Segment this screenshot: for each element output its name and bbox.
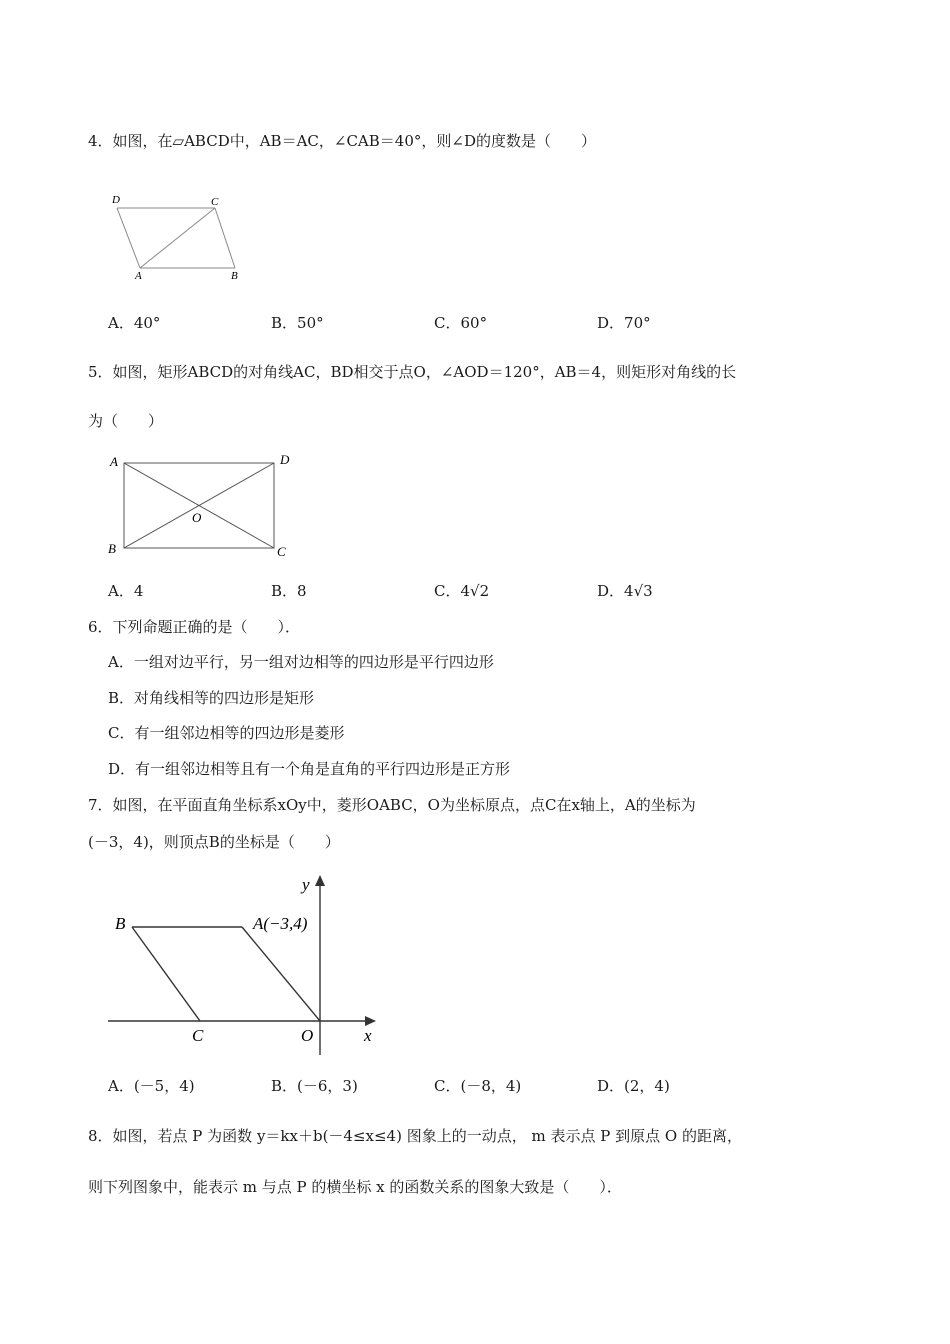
label-c: C: [211, 196, 219, 208]
q7-stem-line2: (－3，4)，则顶点B的坐标是（ ）: [88, 833, 340, 851]
edge-ao: [242, 927, 320, 1021]
label-c: C: [277, 544, 286, 559]
q5-option-b[interactable]: B．8: [271, 582, 307, 600]
q4-stem: 4．如图，在▱ABCD中，AB＝AC，∠CAB＝40°，则∠D的度数是（ ）: [88, 132, 596, 150]
q7-rhombus-figure: [100, 868, 390, 1063]
q5-option-a[interactable]: A．4: [108, 582, 144, 600]
edge-da: [117, 208, 140, 268]
label-x: x: [364, 1026, 372, 1045]
q6-stem: 6．下列命题正确的是（ ）．: [88, 618, 301, 636]
label-c: C: [192, 1026, 204, 1045]
q4-option-b[interactable]: B．50°: [271, 314, 324, 332]
q6-option-b[interactable]: B．对角线相等的四边形是矩形: [108, 689, 315, 707]
q6-option-a[interactable]: A．一组对边平行，另一组对边相等的四边形是平行四边形: [108, 653, 494, 671]
q7-option-d[interactable]: D．(2，4): [597, 1077, 670, 1095]
label-o: O: [192, 510, 202, 525]
x-axis-arrow-icon: [365, 1016, 376, 1026]
q5-option-c[interactable]: C．4√2: [434, 582, 490, 600]
q6-option-c[interactable]: C．有一组邻边相等的四边形是菱形: [108, 724, 345, 742]
edge-cb: [215, 208, 235, 268]
q5-rectangle-figure: [100, 448, 300, 563]
y-axis-arrow-icon: [315, 875, 325, 886]
q7-stem-line1: 7．如图，在平面直角坐标系xOy中，菱形OABC，O为坐标原点，点C在x轴上，A的坐标为: [88, 796, 696, 814]
q4-option-a[interactable]: A．40°: [108, 314, 161, 332]
q4-parallelogram-figure: [105, 190, 255, 285]
label-d: D: [280, 452, 290, 467]
label-y: y: [302, 875, 310, 894]
q7-option-a[interactable]: A．(－5，4): [108, 1077, 195, 1095]
label-b: B: [115, 914, 126, 933]
q7-option-c[interactable]: C．(－8，4): [434, 1077, 522, 1095]
label-b: B: [231, 270, 238, 282]
q5-stem-line2: 为（ ）: [88, 412, 164, 430]
diagonal-ac: [140, 208, 215, 268]
edge-bc: [132, 927, 200, 1021]
q8-stem-line2: 则下列图象中，能表示 m 与点 P 的横坐标 x 的函数关系的图象大致是（ ）．: [88, 1178, 622, 1196]
q6-option-d[interactable]: D．有一组邻边相等且有一个角是直角的平行四边形是正方形: [108, 760, 511, 778]
label-a: A: [135, 270, 142, 282]
label-a: A: [110, 454, 118, 469]
q5-stem-line1: 5．如图，矩形ABCD的对角线AC，BD相交于点O，∠AOD＝120°，AB＝4，则矩形对角线的长: [88, 363, 737, 381]
q5-option-d[interactable]: D．4√3: [597, 582, 653, 600]
label-d: D: [112, 194, 120, 206]
q8-stem-line1: 8．如图，若点 P 为函数 y＝kx＋b(－4≤x≤4) 图象上的一动点， m 表示点 P 到原点 O 的距离，: [88, 1127, 742, 1145]
q4-option-d[interactable]: D．70°: [597, 314, 651, 332]
label-o: O: [301, 1026, 314, 1045]
q4-option-c[interactable]: C．60°: [434, 314, 488, 332]
label-b: B: [108, 541, 116, 556]
label-a: A(−3,4): [253, 914, 308, 933]
q7-option-b[interactable]: B．(－6，3): [271, 1077, 358, 1095]
